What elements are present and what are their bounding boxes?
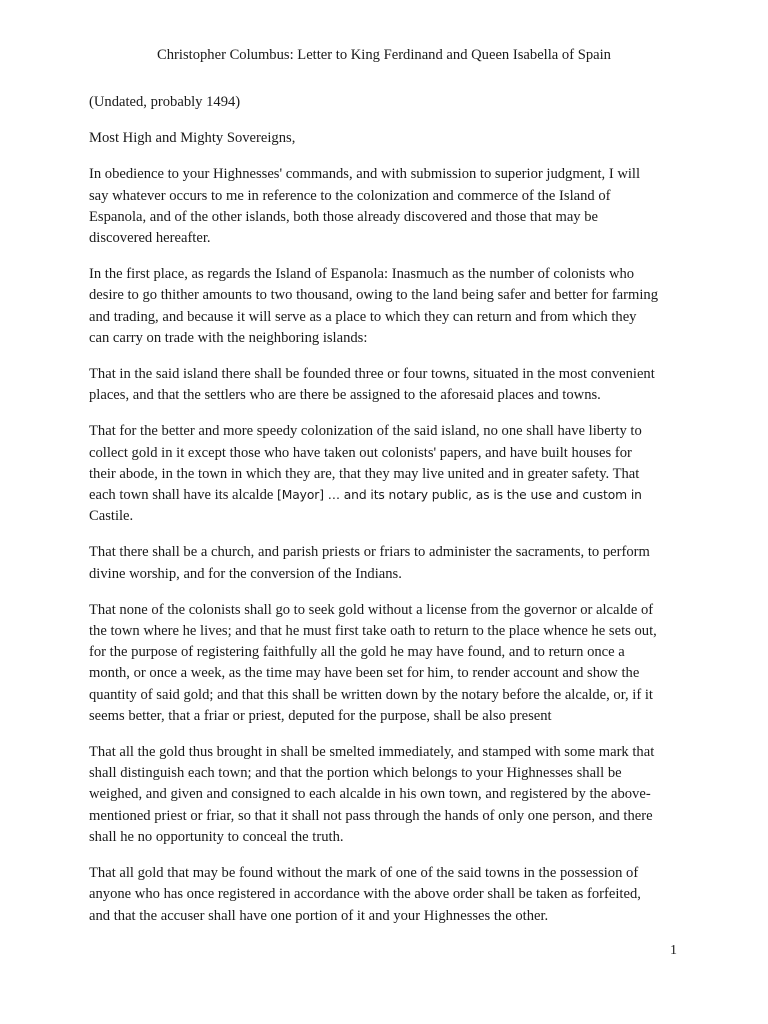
text-line: That for the better and more speedy colonization of the said island, no one shall have liberty to	[89, 423, 642, 440]
text-line: That in the said island there shall be founded three or four towns, situated in the most convenient	[89, 366, 655, 383]
paragraph-first-place	[89, 264, 689, 349]
page-number: 1	[670, 943, 677, 958]
document-title: Christopher Columbus: Letter to King Ferdinand and Queen Isabella of Spain	[157, 47, 611, 63]
text-line: That all gold that may be found without the mark of one of the said towns in the possession of	[89, 865, 639, 882]
text-line: That there shall be a church, and parish priests or friars to administer the sacraments, to perform	[89, 544, 650, 561]
text-line: divine worship, and for the conversion of the Indians.	[89, 565, 402, 582]
text-line: and trading, and because it will serve as a place to which they can return and from which they	[89, 308, 637, 325]
text-line: for the purpose of registering faithfully all the gold he may have found, and to return once a	[89, 644, 625, 661]
text-line: In obedience to your Highnesses' commands, and with submission to superior judgment, I will	[89, 166, 641, 183]
paragraph-date	[89, 92, 689, 113]
paragraph-towns	[89, 364, 689, 406]
document-body	[89, 92, 689, 942]
text-line: (Undated, probably 1494)	[89, 94, 241, 110]
paragraph-salutation	[89, 128, 689, 149]
text-line: That all the gold thus brought in shall be smelted immediately, and stamped with some mark that	[89, 744, 655, 761]
text-line: anyone who has once registered in accordance with the above order shall be taken as forfeited,	[89, 886, 641, 903]
text-line: shall he no opportunity to conceal the truth.	[89, 828, 344, 845]
paragraph-church	[89, 542, 689, 584]
text-line: say whatever occurs to me in reference to the colonization and commerce of the Island of	[89, 187, 611, 204]
text-fragment-serif: each town shall have its alcalde	[89, 487, 278, 504]
text-line: seems better, that a friar or priest, deputed for the purpose, shall be also present	[89, 707, 552, 724]
text-line: In the first place, as regards the Island of Espanola: Inasmuch as the number of colonists who	[89, 266, 635, 283]
text-line: Most High and Mighty Sovereigns,	[89, 130, 296, 147]
text-line: Castile.	[89, 508, 134, 525]
text-line: and that the accuser shall have one portion of it and your Highnesses the other.	[89, 907, 549, 924]
text-fragment-sans: [Mayor] … and its notary public, as is the use and custom in	[277, 488, 642, 503]
paragraph-obedience	[89, 164, 689, 249]
text-line: month, or once a week, as the time may have been set for him, to render account and show the	[89, 665, 640, 682]
text-line: mentioned priest or friar, so that it shall not pass through the hands of only one person, and there	[89, 807, 653, 824]
text-line: weighed, and given and consigned to each alcalde in his own town, and registered by the above-	[89, 786, 651, 803]
text-line-mixed	[89, 485, 689, 506]
text-line: places, and that the settlers who are there be assigned to the aforesaid places and towns.	[89, 387, 601, 404]
text-line: their abode, in the town in which they are, that they may live united and in greater safety. That	[89, 465, 640, 482]
text-line: quantity of said gold; and that this shall be written down by the notary before the alcalde, or, if it	[89, 686, 653, 703]
paragraph-smelted	[89, 742, 689, 848]
text-line: discovered hereafter.	[89, 230, 211, 247]
text-line: collect gold in it except those who have taken out colonists' papers, and have built houses for	[89, 444, 632, 461]
text-line: Espanola, and of the other islands, both those already discovered and those that may be	[89, 208, 599, 225]
paragraph-colonization	[89, 421, 689, 527]
text-line: the town where he lives; and that he must first take oath to return to the place whence he sets out,	[89, 623, 657, 640]
text-line: desire to go thither amounts to two thousand, owing to the land being safer and better for farming	[89, 287, 659, 304]
text-line: That none of the colonists shall go to seek gold without a license from the governor or alcalde of	[89, 601, 654, 618]
paragraph-license	[89, 600, 689, 727]
paragraph-forfeited	[89, 863, 689, 927]
text-line: shall distinguish each town; and that the portion which belongs to your Highnesses shall be	[89, 765, 622, 782]
text-line: can carry on trade with the neighboring islands:	[89, 329, 368, 346]
